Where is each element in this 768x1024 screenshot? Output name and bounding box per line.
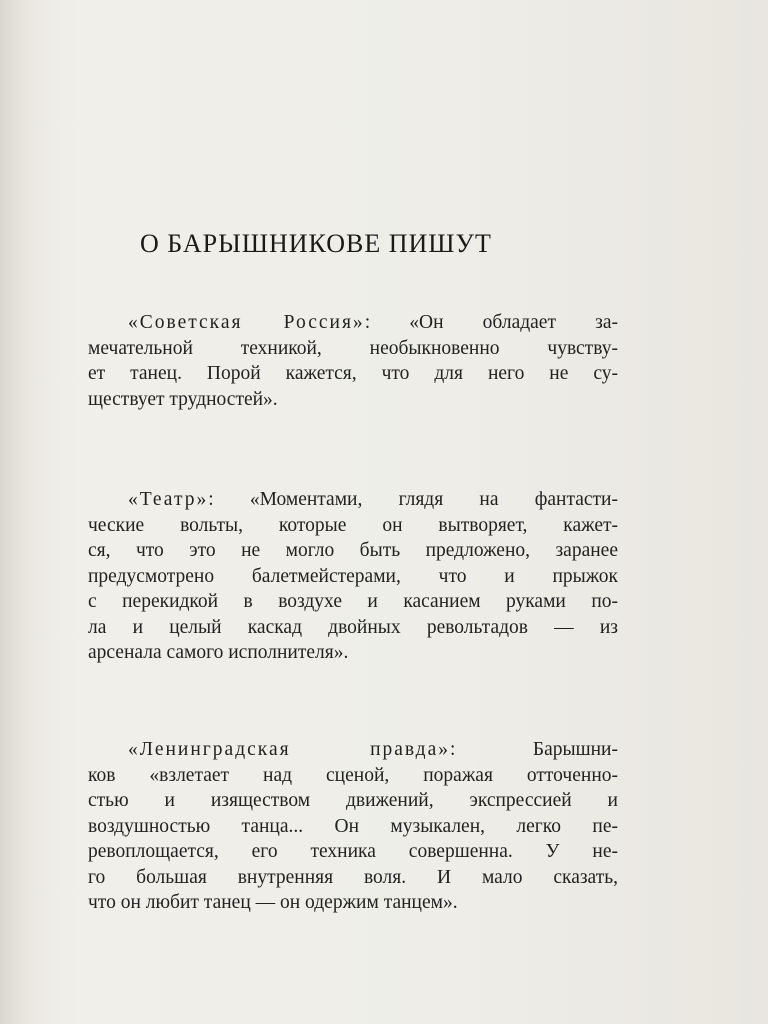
quote-line: ческие вольты, которые он вытворяет, кажет- bbox=[88, 514, 618, 536]
quote-source: «Советская Россия» bbox=[128, 312, 365, 333]
quote-line: ревоплощается, его техника совершенна. У не- bbox=[88, 841, 618, 862]
quote-line: что он любит танец — он одержим танцем». bbox=[88, 892, 458, 913]
quote-line: ков «взлетает над сценой, поражая отточенно- bbox=[88, 764, 618, 786]
quote-line: «Советская Россия»: «Он обладает за- bbox=[128, 312, 618, 333]
quote-block bbox=[88, 487, 618, 666]
quote-line: стью и изяществом движений, экспрессией и bbox=[88, 790, 618, 811]
quote-line: «Театр»: «Моментами, глядя на фантасти- bbox=[128, 489, 618, 510]
quote-line: арсенала самого исполнителя». bbox=[88, 642, 349, 663]
quote-line: ла и целый каскад двойных револьтадов — из bbox=[88, 616, 618, 638]
quote-source: «Ленинградская правда» bbox=[128, 739, 450, 760]
quote-line: «Ленинградская правда»: Барышни- bbox=[128, 739, 618, 760]
quote-line: с перекидкой в воздухе и касанием руками по- bbox=[88, 591, 618, 612]
quote-line: воздушностью танца... Он музыкален, легко пе- bbox=[88, 815, 618, 837]
page-title: О БАРЫШНИКОВЕ ПИШУТ bbox=[140, 229, 492, 258]
quote-source: «Театр» bbox=[128, 489, 209, 510]
quote-line: мечательной техникой, необыкновенно чувству- bbox=[88, 337, 618, 359]
quote-line: ществует трудностей». bbox=[88, 388, 278, 410]
quote-line: го большая внутренняя воля. И мало сказать, bbox=[88, 866, 618, 888]
quote-line: ет танец. Порой кажется, что для него не су- bbox=[88, 363, 618, 384]
quote-block bbox=[88, 737, 618, 916]
quote-block bbox=[88, 310, 618, 412]
book-spine-shadow bbox=[0, 0, 60, 1024]
quote-line: ся, что это не могло быть предложено, заранее bbox=[88, 540, 618, 561]
quote-line: предусмотрено балетмейстерами, что и прыжок bbox=[88, 565, 618, 587]
